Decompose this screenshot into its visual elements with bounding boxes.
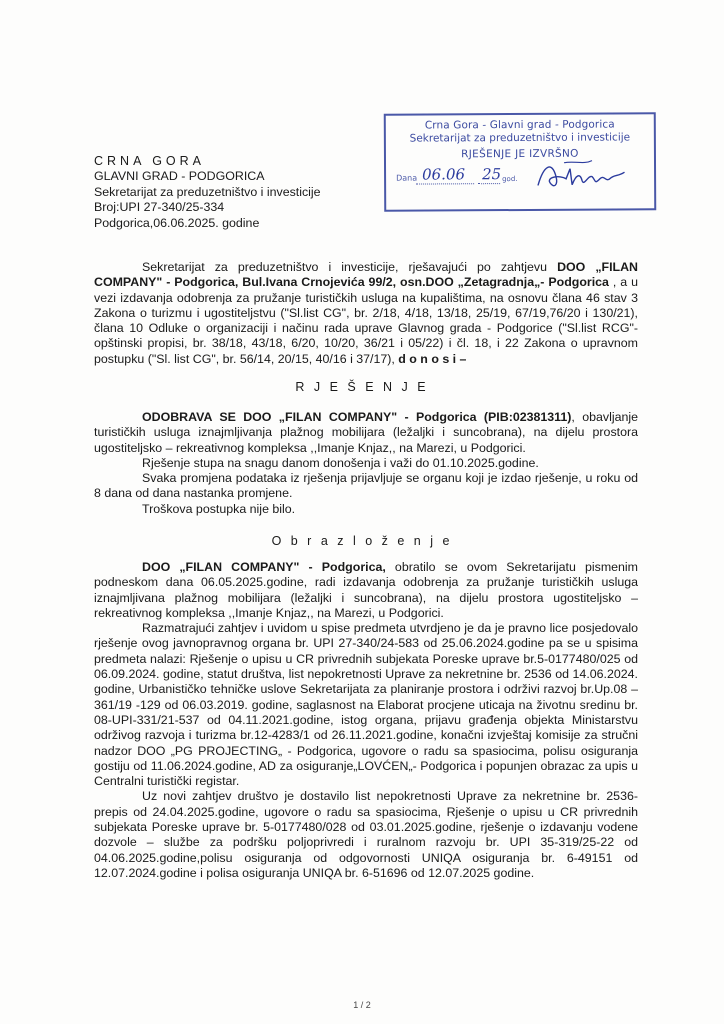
decision-title: R J E Š E N J E (295, 380, 429, 394)
header-place-date: Podgorica,06.06.2025. godine (94, 215, 260, 230)
intro-bold-donosi: d o n o s i – (398, 351, 467, 366)
stamp-date-day: 06.06 (422, 165, 466, 184)
reasoning-bold: DOO „FILAN COMPANY" - Podgorica, (142, 560, 386, 574)
decision-text: , obavljanje turističkih usluga iznajmljivanja plažnog mobilijara (ležaljki i suncobrana), na dijelu prostora ugostiteljsko – rekreativnog kompleksa ,,Imanje Knjaz,, na Marezi, u Podgorici. (94, 410, 639, 455)
header-city: GLAVNI GRAD - PODGORICA (94, 169, 265, 184)
page-number: 1 / 2 (353, 1000, 371, 1010)
header-department: Sekretarijat za preduzetništvo i investicije (94, 184, 321, 199)
intro-paragraph (94, 260, 638, 367)
reasoning-section (94, 560, 638, 881)
decision-bold: ODOBRAVA SE DOO „FILAN COMPANY" - Podgorica (PIB:02381311) (142, 410, 572, 424)
reasoning-text-1: obratilo se ovom Sekretarijatu pismenim podneskom dana 06.05.2025.godine, radi izdavanja odobrenja za pružanje turističkih usluga iznajmljivana plažnog mobilijara (ležaljki i suncobrana), na dijelu prostora ugostiteljsko – rekreativnog kompleksa ,,Imanje Knjaz,, na Marezi, u Podgorici. (94, 560, 639, 620)
stamp-line-2: Sekretarijat za preduzetništvo i investicije (409, 131, 631, 145)
stamp-date-prefix: Dana (396, 173, 418, 183)
intro-bold-applicant: DOO „FILAN COMPANY" - Podgorica, Bul.Ivana Crnojevića 99/2, osn.DOO „Zetagradnja„- Podgorica (94, 260, 638, 290)
decision-section (94, 410, 638, 517)
reasoning-paragraph-3: Uz novi zahtjev društvo je dostavilo list nepokretnosti Uprave za nekretnine br. 2536-prepis od 24.04.2025.godine, ugovore o radu sa spasiocima, Rješenje o upisu u CR privrednih subjekata Poreske uprave br. 5-0177480/028 od 03.01.2025.godine, rješenje o izdavanju vodene dozvole – službe za podršku poljoprivredi i ruralnom razvoju br. UPI 35-319/25-22 od 04.06.2025.godine,polisu osiguranja od odgovornosti UNIQA osiguranja br. 6-49151 od 12.07.2024.godine i polisa osiguranja UNIQA br. 6-51696 od 12.07.2025 godine. (94, 789, 638, 880)
intro-text-2: , a u vezi izdavanja odobrenja za pružanje turističkih usluga na kupalištima, na osnovu člana 46 stav 3 Zakona o turizmu i ugostiteljstvu ("Sl.list CG", br. 2/18, 4/18, 13/18, 25/19, 67/19,76/20 i 130/21), člana 10 Odluke o organizaciji i načinu rada uprave Glavnog grada - Podgorice ("Sl.list RCG"- opštinski propisi, br. 38/18, 43/18, 6/20, 10/20, 36/21 i 05/22) i čl. 18, i 22 Zakona o upravnom postupku ("Sl. list CG", br. 56/14, 20/15, 40/16 i 37/17), (94, 275, 638, 366)
decision-costs: Troškova postupka nije bilo. (142, 501, 296, 516)
issuer-header (94, 154, 321, 231)
stamp-date-year: 25 (482, 165, 502, 184)
decision-validity: Rješenje stupa na snagu danom donošenja i važi do 01.10.2025.godine. (142, 455, 539, 470)
reasoning-title: O b r a z l o ž e n j e (271, 534, 453, 548)
header-country: CRNA GORA (94, 154, 206, 168)
stamp-line-3: RJEŠENJE JE IZVRŠNO (461, 147, 579, 161)
decision-changes: Svaka promjena podataka iz rješenja prijavljuje se organu koji je izdao rješenje, u roku od 8 dana od dana nastanka promjene. (94, 471, 638, 501)
stamp-year-underline (478, 183, 500, 184)
handwritten-signature (534, 154, 634, 195)
header-number: Broj:UPI 27-340/25-334 (94, 200, 225, 215)
reasoning-paragraph-2: Razmatrajući zahtjev i uvidom u spise predmeta utvrdjeno je da je pravno lice posjedovalo rješenje ovog javnopravnog organa br. UPI 27-340/24-583 od 25.06.2024.godine pa se u spisima predmeta nalazi: Rješenje o upisu u CR privrednih subjekata Poreske uprave br.5-0177480/025 od 06.09.2024. godine, statut društva, list nepokretnosti Uprave za nekretnine br. 2536 od 14.06.2024. godine, Urbanističko tehničke uslove Sekretarijata za planiranje prostora i održivi razvoj br.Up.08 – 361/19 -129 od 06.03.2019. godine, saglasnost na Elaborat procjene uticaja na životnu sredinu br. 08-UPI-331/21-537 od 04.11.2021.godine, istog organa, prijavu građenja objekta Ministarstvu održivog razvoja i turizma br.12-4283/1 od 26.11.2021.godine, konačni izvještaj komisije za stručni nadzor DOO „PG PROJECTING„ - Podgorica, ugovore o radu sa spasiocima, polisu osiguranja gostiju od 11.06.2024.godine, AD za osiguranje„LOVĆEN„- Podgorica i popunjen obrazac za upis u Centralni turistički registar. (94, 621, 638, 789)
enforceability-stamp (384, 112, 657, 211)
intro-text-1: Sekretarijat za preduzetništvo i investicije, rješavajući po zahtjevu (142, 260, 558, 274)
stamp-line-1: Crna Gora - Glavni grad - Podgorica (424, 118, 615, 132)
stamp-date-suffix: god. (502, 175, 518, 184)
